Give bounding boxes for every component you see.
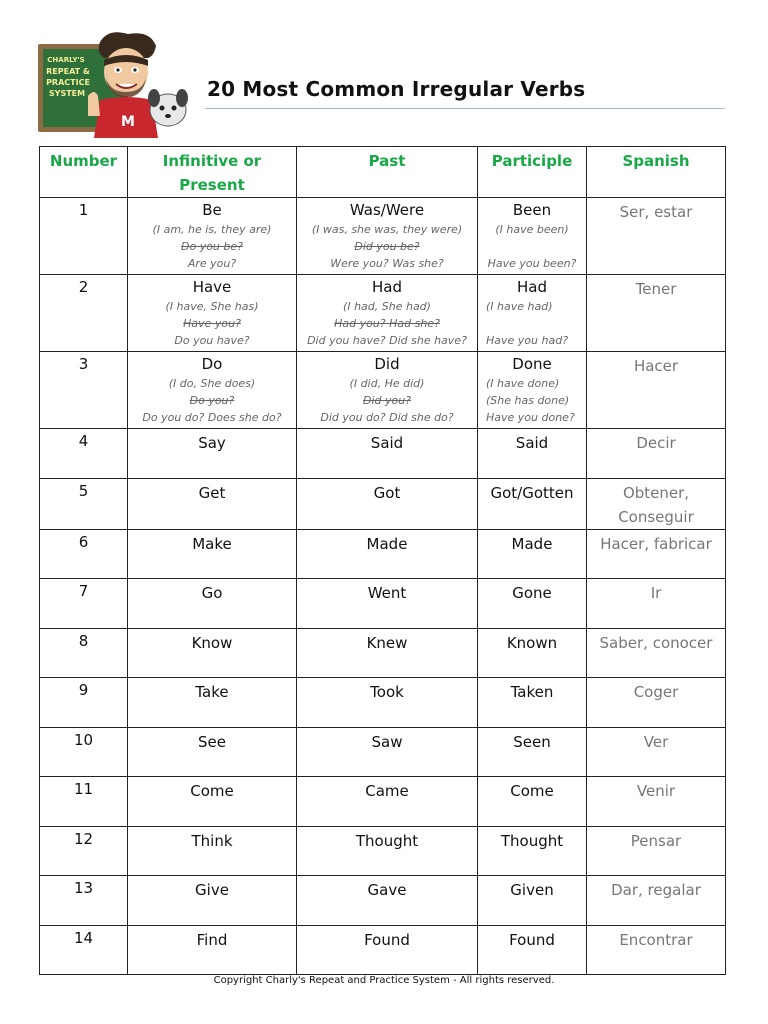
header-infinitive: Infinitive or Present <box>128 147 297 198</box>
svg-text:PRACTICE: PRACTICE <box>46 78 90 87</box>
participle-verb: Done <box>512 355 552 373</box>
past-verb: Did <box>374 355 400 373</box>
title-divider <box>205 108 725 109</box>
row-number: 6 <box>40 529 128 579</box>
irregular-verbs-table <box>39 146 726 975</box>
past-wrong-question: Did you? <box>362 394 412 407</box>
infinitive-wrong-question: Do you? <box>189 394 235 407</box>
past-example: (I was, she was, they were) <box>311 223 463 236</box>
table-row <box>40 826 726 876</box>
table-row <box>40 198 726 275</box>
spanish-cell: Hacer <box>587 352 726 429</box>
past-verb: Got <box>297 478 478 529</box>
table-row <box>40 925 726 975</box>
row-number: 3 <box>40 352 128 429</box>
past-verb: Went <box>297 579 478 629</box>
row-number: 10 <box>40 727 128 777</box>
infinitive-verb: Think <box>128 826 297 876</box>
svg-text:SYSTEM: SYSTEM <box>48 89 86 98</box>
participle-verb: Been <box>512 201 552 219</box>
spanish-cell: Obtener, Conseguir <box>587 478 726 529</box>
participle-verb: Made <box>478 529 587 579</box>
spanish-cell: Decir <box>587 429 726 479</box>
infinitive-cell <box>128 275 297 352</box>
past-question: Did you have? Did she have? <box>307 334 467 347</box>
row-number: 1 <box>40 198 128 275</box>
spanish-cell: Saber, conocer <box>587 628 726 678</box>
table-row <box>40 352 726 429</box>
table-row <box>40 579 726 629</box>
participle-cell <box>478 198 587 275</box>
participle-verb: Got/Gotten <box>478 478 587 529</box>
infinitive-example: (I am, he is, they are) <box>152 223 272 236</box>
charlys-logo <box>38 30 188 138</box>
past-example: (I had, She had) <box>343 300 431 313</box>
participle-verb: Gone <box>478 579 587 629</box>
row-number: 7 <box>40 579 128 629</box>
infinitive-verb: See <box>128 727 297 777</box>
participle-verb: Come <box>478 777 587 827</box>
table-row <box>40 777 726 827</box>
spanish-cell: Dar, regalar <box>587 876 726 926</box>
infinitive-cell <box>128 352 297 429</box>
past-verb: Said <box>297 429 478 479</box>
participle-verb: Seen <box>478 727 587 777</box>
header-participle: Participle <box>478 147 587 198</box>
infinitive-verb: Say <box>128 429 297 479</box>
copyright-footer: Copyright Charly's Repeat and Practice System - All rights reserved. <box>213 975 555 986</box>
svg-text:M: M <box>121 114 135 130</box>
table-header-row <box>40 147 726 198</box>
past-cell <box>297 275 478 352</box>
participle-cell <box>478 275 587 352</box>
infinitive-verb: Be <box>202 201 222 219</box>
row-number: 9 <box>40 678 128 728</box>
infinitive-verb: Take <box>128 678 297 728</box>
participle-verb: Thought <box>478 826 587 876</box>
past-verb: Took <box>297 678 478 728</box>
participle-question: Have you done? <box>486 411 575 424</box>
participle-verb: Given <box>478 876 587 926</box>
table-row <box>40 478 726 529</box>
header-spanish: Spanish <box>587 147 726 198</box>
participle-cell <box>478 352 587 429</box>
row-number: 11 <box>40 777 128 827</box>
infinitive-verb: Find <box>128 925 297 975</box>
infinitive-question: Do you have? <box>174 334 250 347</box>
past-verb: Thought <box>297 826 478 876</box>
row-number: 5 <box>40 478 128 529</box>
infinitive-wrong-question: Have you? <box>183 317 241 330</box>
row-number: 12 <box>40 826 128 876</box>
header-past: Past <box>297 147 478 198</box>
participle-example: (I have done) <box>486 377 560 390</box>
row-number: 4 <box>40 429 128 479</box>
row-number: 14 <box>40 925 128 975</box>
infinitive-verb: Do <box>201 355 223 373</box>
table-row <box>40 727 726 777</box>
spanish-cell: Ver <box>587 727 726 777</box>
past-wrong-question: Did you be? <box>354 240 420 253</box>
infinitive-verb: Make <box>128 529 297 579</box>
participle-verb: Known <box>478 628 587 678</box>
past-cell <box>297 352 478 429</box>
past-wrong-question: Had you? Had she? <box>334 317 440 330</box>
row-number: 13 <box>40 876 128 926</box>
spanish-cell: Ir <box>587 579 726 629</box>
participle-verb: Said <box>478 429 587 479</box>
past-verb: Saw <box>297 727 478 777</box>
past-verb: Knew <box>297 628 478 678</box>
past-example: (I did, He did) <box>349 377 425 390</box>
past-verb: Made <box>297 529 478 579</box>
infinitive-verb: Come <box>128 777 297 827</box>
participle-example-2 <box>480 315 584 332</box>
infinitive-verb: Get <box>128 478 297 529</box>
table-row <box>40 429 726 479</box>
infinitive-verb: Go <box>128 579 297 629</box>
table-row <box>40 678 726 728</box>
participle-verb: Had <box>517 278 547 296</box>
spanish-cell: Venir <box>587 777 726 827</box>
svg-text:CHARLY'S: CHARLY'S <box>47 56 85 64</box>
table-row <box>40 628 726 678</box>
past-verb: Came <box>297 777 478 827</box>
infinitive-question: Do you do? Does she do? <box>142 411 282 424</box>
past-cell <box>297 198 478 275</box>
infinitive-verb: Have <box>192 278 232 296</box>
participle-question: Have you had? <box>486 334 569 347</box>
spanish-cell: Hacer, fabricar <box>587 529 726 579</box>
past-verb: Found <box>297 925 478 975</box>
infinitive-example: (I have, She has) <box>165 300 259 313</box>
participle-example-2 <box>480 238 584 255</box>
table-row <box>40 876 726 926</box>
participle-example: (I have been) <box>495 223 569 236</box>
participle-question: Have you been? <box>487 257 577 270</box>
past-verb: Was/Were <box>349 201 425 219</box>
participle-verb: Found <box>478 925 587 975</box>
spanish-cell: Coger <box>587 678 726 728</box>
document-title: 20 Most Common Irregular Verbs <box>207 77 586 101</box>
infinitive-question: Are you? <box>187 257 237 270</box>
row-number: 2 <box>40 275 128 352</box>
infinitive-wrong-question: Do you be? <box>181 240 243 253</box>
spanish-cell: Tener <box>587 275 726 352</box>
past-question: Were you? Was she? <box>330 257 444 270</box>
infinitive-example: (I do, She does) <box>168 377 256 390</box>
spanish-cell: Pensar <box>587 826 726 876</box>
infinitive-verb: Give <box>128 876 297 926</box>
infinitive-cell <box>128 198 297 275</box>
svg-text:REPEAT &: REPEAT & <box>46 67 90 76</box>
table-row <box>40 529 726 579</box>
past-verb: Had <box>372 278 402 296</box>
spanish-cell: Encontrar <box>587 925 726 975</box>
participle-verb: Taken <box>478 678 587 728</box>
past-question: Did you do? Did she do? <box>320 411 454 424</box>
participle-example: (I have had) <box>486 300 553 313</box>
past-verb: Gave <box>297 876 478 926</box>
participle-example-2: (She has done) <box>486 394 570 407</box>
header-number: Number <box>40 147 128 198</box>
infinitive-verb: Know <box>128 628 297 678</box>
table-row <box>40 275 726 352</box>
row-number: 8 <box>40 628 128 678</box>
spanish-cell: Ser, estar <box>587 198 726 275</box>
